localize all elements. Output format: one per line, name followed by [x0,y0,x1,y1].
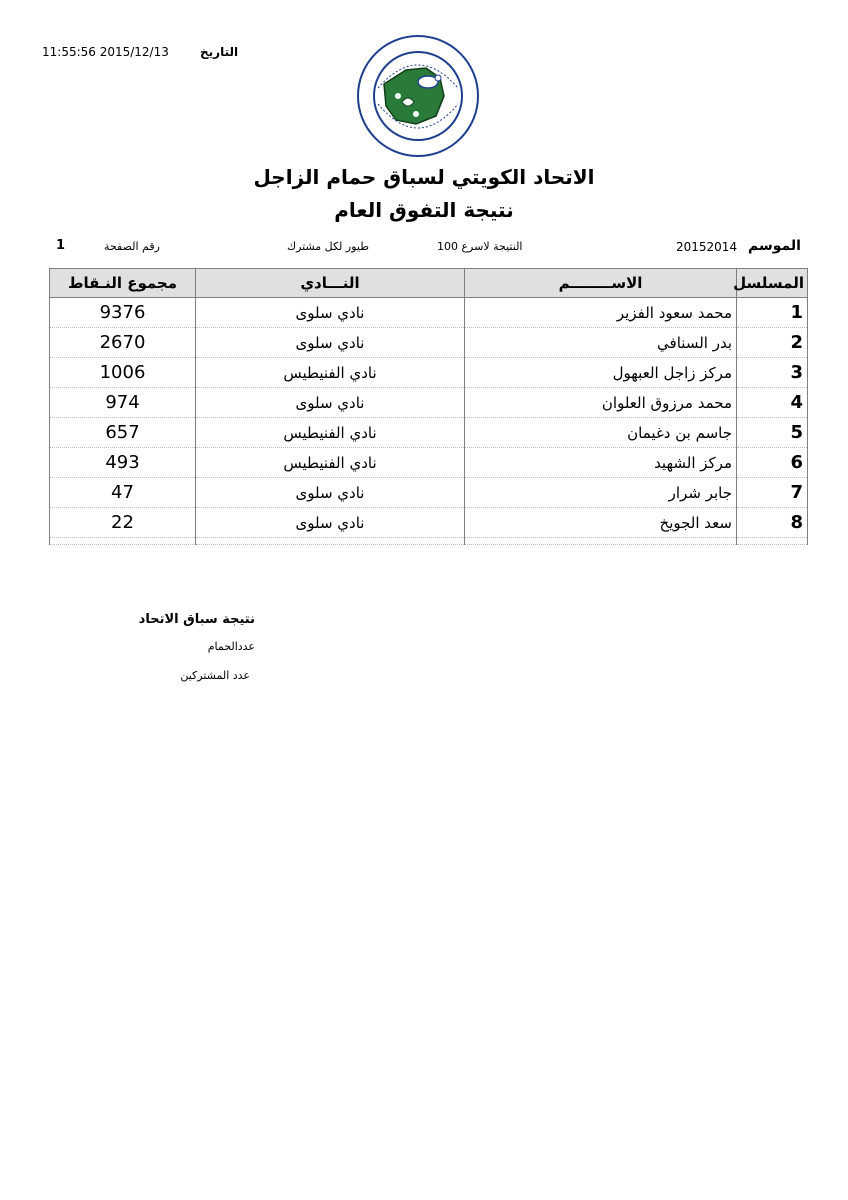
column-header-serial: المسلسل [737,269,808,298]
table-row [50,298,808,328]
club-cell: نادي الفنيطيس [196,358,465,388]
spacer-cell [196,538,465,545]
date-value: 11:55:56 2015/12/13 [42,45,169,59]
name-cell: سعد الجويخ [465,508,737,538]
serial-cell: 6 [737,448,808,478]
points-cell: 9376 [50,298,196,328]
spacer-cell [50,538,196,545]
federation-logo-icon [356,34,480,158]
name-cell: محمد مرزوق العلوان [465,388,737,418]
table-row-spacer [50,538,808,545]
page-number-value: 1 [56,238,66,253]
table-header-row [50,269,808,298]
date-label: التاريخ [200,45,239,59]
serial-cell: 2 [737,328,808,358]
club-cell: نادي سلوى [196,478,465,508]
serial-cell: 7 [737,478,808,508]
birds-per-participant-label: طيور لكل مشترك [287,240,369,253]
table-row [50,448,808,478]
club-cell: نادي سلوى [196,298,465,328]
page-title: الاتحاد الكويتي لسباق حمام الزاجل [253,165,595,189]
serial-cell: 4 [737,388,808,418]
table-row [50,508,808,538]
footer-birds-count-label: عددالحمام [207,640,255,653]
serial-cell: 1 [737,298,808,328]
results-table-container [49,268,807,545]
table-row [50,388,808,418]
name-cell: محمد سعود الفزير [465,298,737,328]
table-row [50,478,808,508]
column-header-name: الاســــــــم [465,269,737,298]
points-cell: 657 [50,418,196,448]
points-cell: 2670 [50,328,196,358]
spacer-cell [737,538,808,545]
season-label: الموسم [748,238,801,254]
club-cell: نادي سلوى [196,328,465,358]
points-cell: 493 [50,448,196,478]
footer-title: نتيجة سباق الاتحاد [138,612,255,627]
table-row [50,328,808,358]
serial-cell: 5 [737,418,808,448]
name-cell: بدر السنافي [465,328,737,358]
serial-cell: 8 [737,508,808,538]
club-cell: نادي سلوى [196,388,465,418]
points-cell: 22 [50,508,196,538]
column-header-points: مجموع النـقاط [50,269,196,298]
page-subtitle: نتيجة التفوق العام [334,198,514,222]
footer-participants-label: عدد المشتركين [180,669,250,682]
points-cell: 47 [50,478,196,508]
name-cell: جابر شرار [465,478,737,508]
club-cell: نادي الفنيطيس [196,448,465,478]
serial-cell: 3 [737,358,808,388]
points-cell: 974 [50,388,196,418]
season-value: 20152014 [676,240,738,254]
table-row [50,418,808,448]
name-cell: مركز الشهيد [465,448,737,478]
column-header-club: النـــادي [196,269,465,298]
table-row [50,358,808,388]
club-cell: نادي سلوى [196,508,465,538]
results-table [49,268,808,545]
spacer-cell [465,538,737,545]
points-cell: 1006 [50,358,196,388]
name-cell: مركز زاجل العبهول [465,358,737,388]
result-label: النتيجة لاسرع 100 [437,240,523,253]
page-number-label: رقم الصفحة [104,240,160,253]
club-cell: نادي الفنيطيس [196,418,465,448]
name-cell: جاسم بن دغيمان [465,418,737,448]
